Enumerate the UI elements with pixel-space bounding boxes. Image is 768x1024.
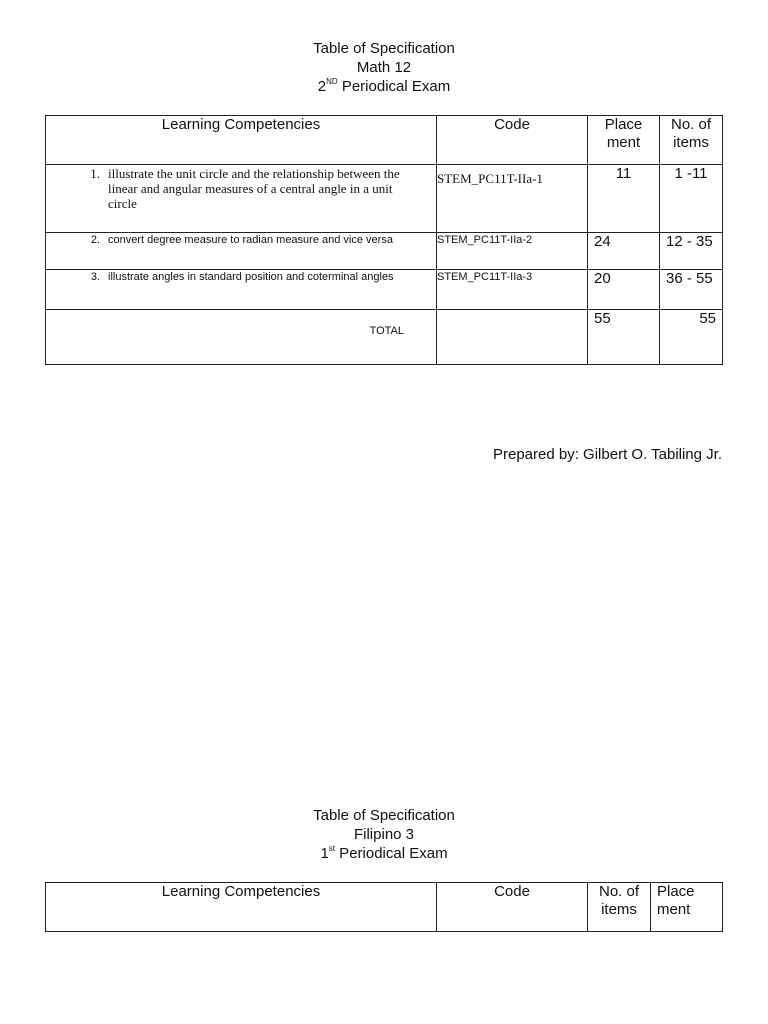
- total-row: [46, 310, 723, 365]
- items-cell: 36 - 55: [660, 270, 723, 310]
- placement-cell: 20: [588, 270, 660, 310]
- header-competencies: Learning Competencies: [46, 883, 437, 932]
- code-cell: STEM_PC11T-IIa-3: [437, 270, 588, 310]
- code-cell: STEM_PC11T-IIa-2: [437, 233, 588, 270]
- doc2-table: [45, 882, 723, 932]
- header-code: Code: [437, 883, 588, 932]
- total-placement: 55: [588, 310, 660, 365]
- doc1-table: [45, 115, 723, 365]
- table-row: [46, 233, 723, 270]
- prepared-by: Prepared by: Gilbert O. Tabiling Jr.: [493, 446, 722, 463]
- doc1-heading: [0, 39, 768, 96]
- header-code: Code: [437, 116, 588, 165]
- doc2-subject: Filipino 3: [353, 826, 415, 843]
- doc2-title: Table of Specification: [313, 807, 455, 824]
- table-row: [46, 165, 723, 233]
- total-label: TOTAL: [46, 310, 437, 365]
- total-code-cell: [437, 310, 588, 365]
- table-row: [46, 270, 723, 310]
- doc2-exam: 1st Periodical Exam: [320, 844, 448, 862]
- competency-cell: 1. illustrate the unit circle and the relationship between the linear and angular measures of a central angle in a unit circle: [46, 165, 437, 233]
- placement-cell: 11: [588, 165, 660, 233]
- header-placement: Place ment: [651, 883, 723, 932]
- items-cell: 12 - 35: [660, 233, 723, 270]
- total-items: 55: [660, 310, 723, 365]
- competency-cell: 3. illustrate angles in standard position and coterminal angles: [46, 270, 437, 310]
- doc2-header-row: [46, 883, 723, 932]
- doc1-exam: 2ND Periodical Exam: [317, 77, 451, 95]
- competency-cell: 2. convert degree measure to radian measure and vice versa: [46, 233, 437, 270]
- doc1-title: Table of Specification: [313, 40, 455, 57]
- doc2-heading: [0, 806, 768, 863]
- code-cell: STEM_PC11T-IIa-1: [437, 165, 588, 233]
- header-items: No. of items: [660, 116, 723, 165]
- doc1-header-row: [46, 116, 723, 165]
- placement-cell: 24: [588, 233, 660, 270]
- items-cell: 1 -11: [660, 165, 723, 233]
- header-competencies: Learning Competencies: [46, 116, 437, 165]
- doc1-subject: Math 12: [356, 59, 412, 76]
- header-placement: Place ment: [588, 116, 660, 165]
- header-items: No. of items: [588, 883, 651, 932]
